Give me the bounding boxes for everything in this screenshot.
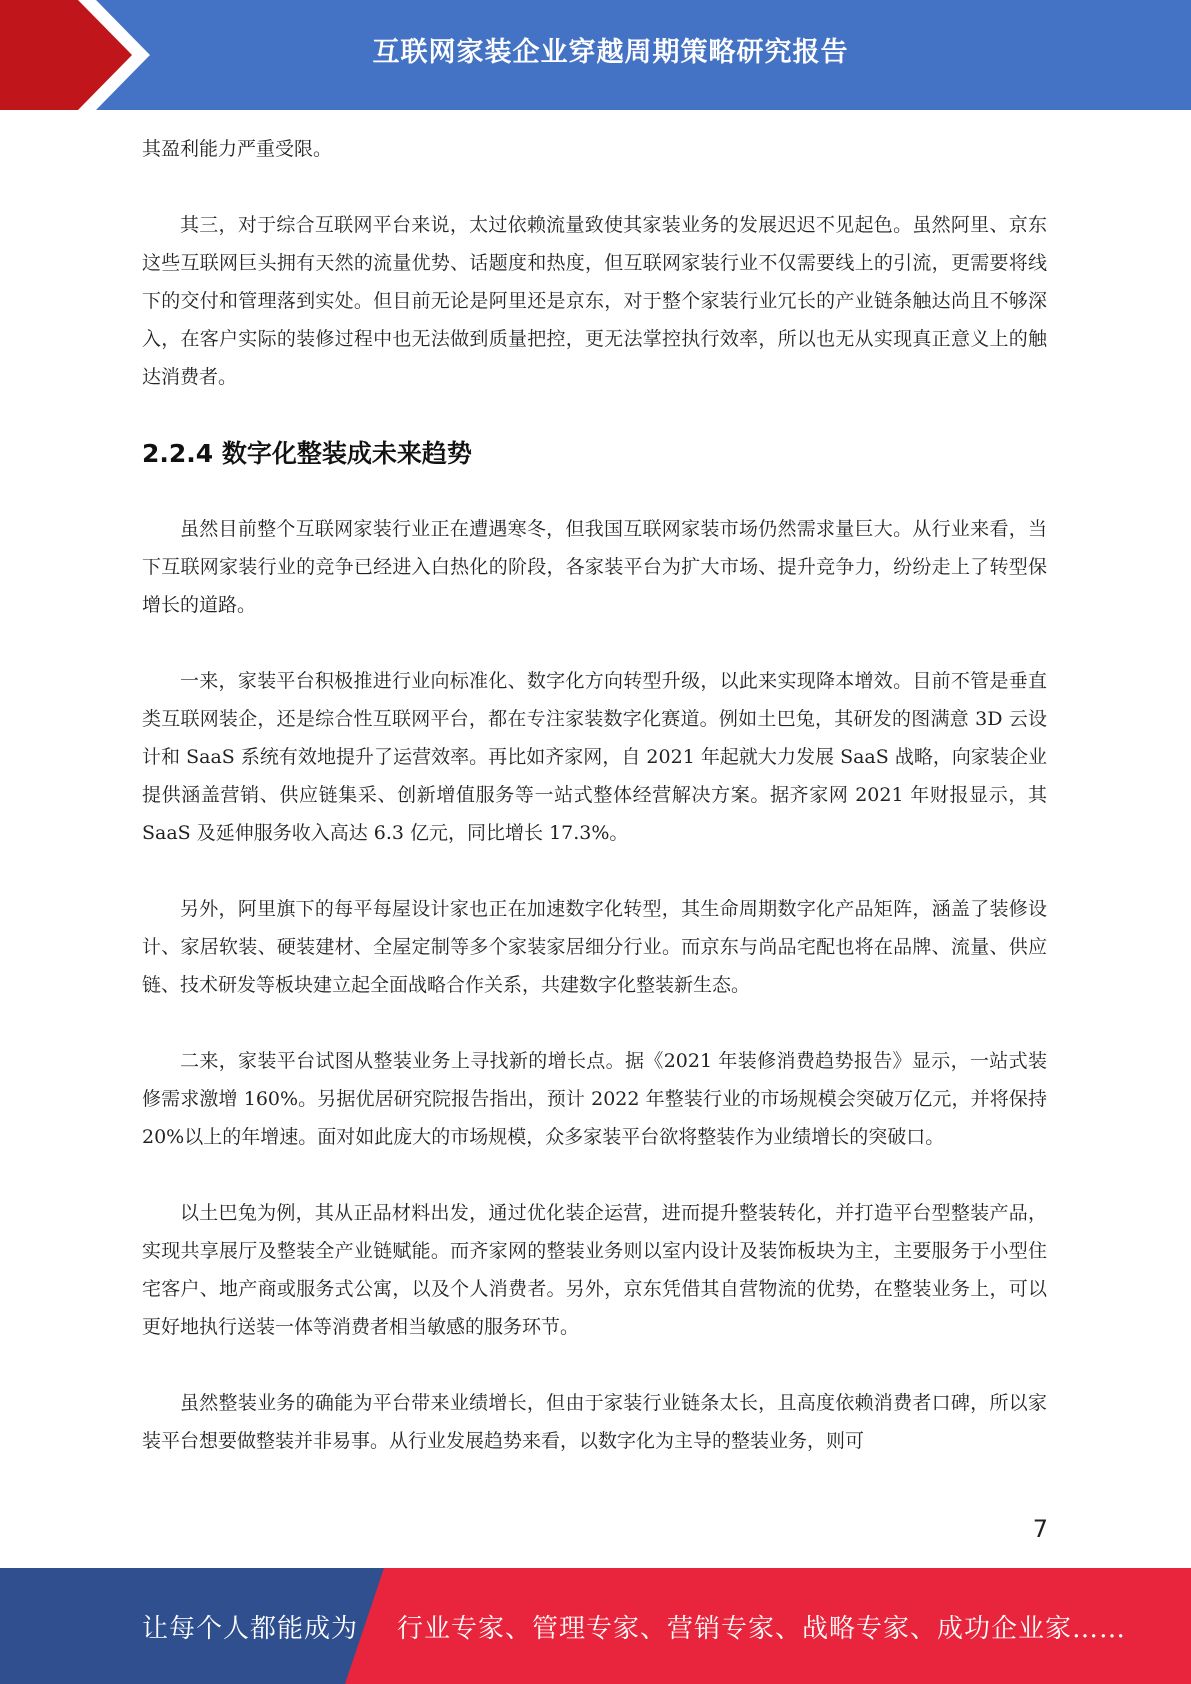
page-footer <box>0 1568 1191 1684</box>
footer-slogan-right: 行业专家、管理专家、营销专家、战略专家、成功企业家…… <box>397 1614 1127 1644</box>
report-title: 互联网家装企业穿越周期策略研究报告 <box>372 37 849 68</box>
page-number: 7 <box>1032 1515 1048 1543</box>
paragraph: 以土巴兔为例，其从正品材料出发，通过优化装企运营，进而提升整装转化，并打造平台型整装产品，实现共享展厅及整装全产业链赋能。而齐家网的整装业务则以室内设计及装饰板块为主，主要服务于小型住宅客户、地产商或服务式公寓，以及个人消费者。另外，京东凭借其自营物流的优势，在整装业务上，可以更好地执行送装一体等消费者相当敏感的服务环节。 <box>142 1202 1047 1338</box>
paragraph: 另外，阿里旗下的每平每屋设计家也正在加速数字化转型，其生命周期数字化产品矩阵，涵盖了装修设计、家居软装、硬装建材、全屋定制等多个家装家居细分行业。而京东与尚品宅配也将在品牌、流量、供应链、技术研发等板块建立起全面战略合作关系，共建数字化整装新生态。 <box>142 898 1047 996</box>
paragraph: 其盈利能力严重受限。 <box>142 138 333 160</box>
paragraph: 虽然整装业务的确能为平台带来业绩增长，但由于家装行业链条太长，且高度依赖消费者口碑，所以家装平台想要做整装并非易事。从行业发展趋势来看，以数字化为主导的整装业务，则可 <box>142 1392 1047 1452</box>
paragraph: 一来，家装平台积极推进行业向标准化、数字化方向转型升级，以此来实现降本增效。目前不管是垂直类互联网装企，还是综合性互联网平台，都在专注家装数字化赛道。例如土巴兔，其研发的图满意 3D 云设计和 SaaS 系统有效地提升了运营效率。再比如齐家网，自 2021 年起就大力发展 SaaS 战略，向家装企业提供涵盖营销、供应链集采、创新增值服务等一站式整体经营解决方案。据齐家网 2021 年财报显示，其 SaaS 及延伸服务收入高达 6.3 亿元，同比增长 17.3%。 <box>142 670 1047 844</box>
footer-slogan-left: 让每个人都能成为 <box>142 1614 359 1644</box>
paragraph: 虽然目前整个互联网家装行业正在遭遇寒冬，但我国互联网家装市场仍然需求量巨大。从行业来看，当下互联网家装行业的竞争已经进入白热化的阶段，各家装平台为扩大市场、提升竞争力，纷纷走上了转型保增长的道路。 <box>142 518 1047 616</box>
paragraph: 二来，家装平台试图从整装业务上寻找新的增长点。据《2021 年装修消费趋势报告》显示，一站式装修需求激增 160%。另据优居研究院报告指出，预计 2022 年整装行业的市场规模会突破万亿元，并将保持 20%以上的年增速。面对如此庞大的市场规模，众多家装平台欲将整装作为业绩增长的突破口。 <box>142 1050 1047 1148</box>
paragraph: 其三，对于综合互联网平台来说，太过依赖流量致使其家装业务的发展迟迟不见起色。虽然阿里、京东这些互联网巨头拥有天然的流量优势、话题度和热度，但互联网家装行业不仅需要线上的引流，更需要将线下的交付和管理落到实处。但目前无论是阿里还是京东，对于整个家装行业冗长的产业链条触达尚且不够深入，在客户实际的装修过程中也无法做到质量把控，更无法掌控执行效率，所以也无从实现真正意义上的触达消费者。 <box>142 214 1047 388</box>
page-header <box>0 0 1191 110</box>
section-heading: 2.2.4 数字化整装成未来趋势 <box>142 439 472 468</box>
page-body <box>142 130 1047 1460</box>
